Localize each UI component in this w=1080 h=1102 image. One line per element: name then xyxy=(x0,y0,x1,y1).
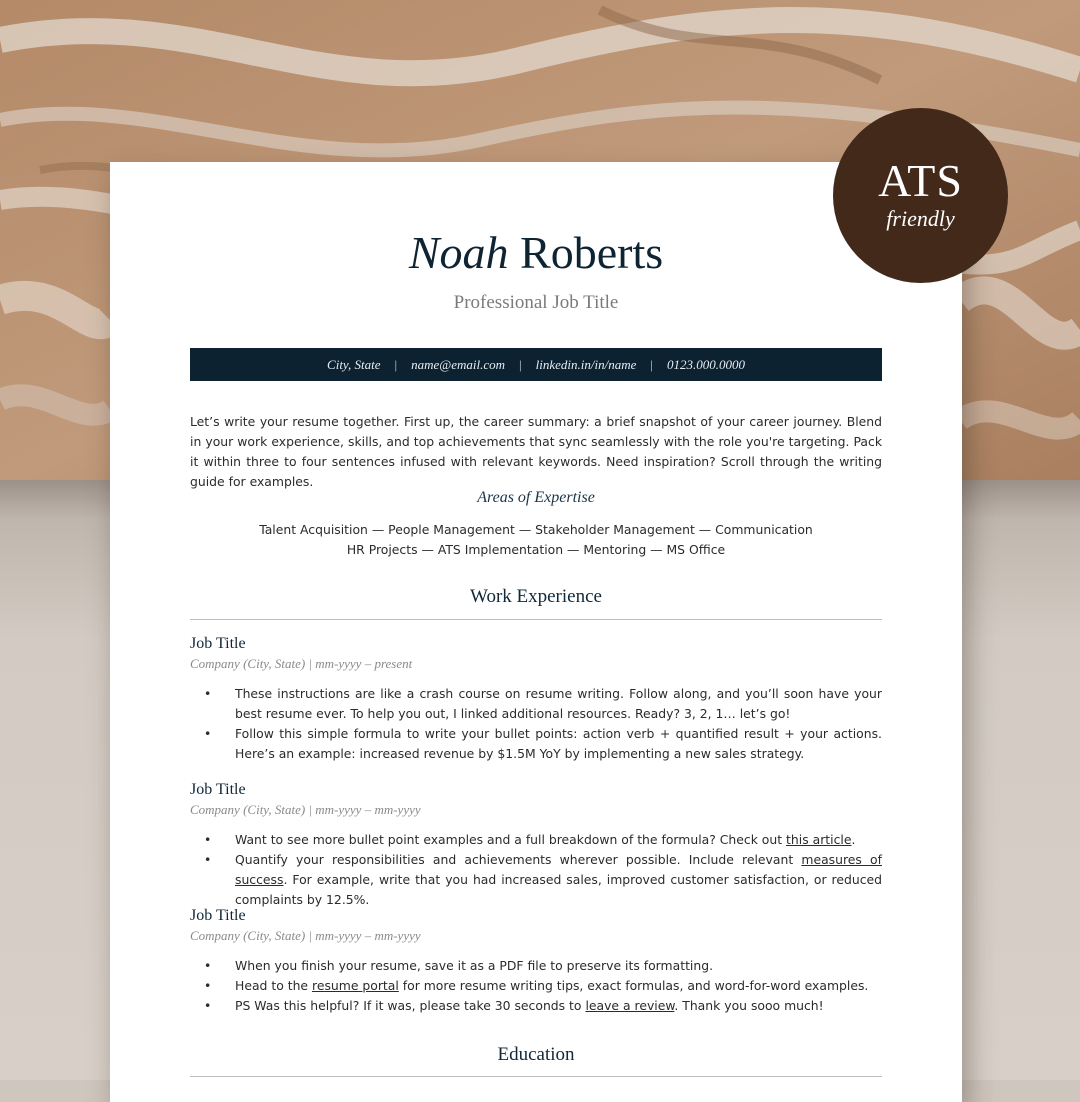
contact-linkedin[interactable]: linkedin.in/in/name xyxy=(535,356,637,372)
bullet-item xyxy=(190,996,882,1016)
bullet-text: for more resume writing tips, exact formulas, and word-for-word examples. xyxy=(398,978,869,993)
job-title: Job Title xyxy=(190,781,246,798)
contact-separator: | xyxy=(519,356,522,372)
bullet-item xyxy=(190,724,882,764)
bullet-item xyxy=(190,956,882,976)
resume-page xyxy=(110,162,962,1102)
section-divider xyxy=(190,1076,882,1077)
bullet-text: Want to see more bullet point examples and a full breakdown of the formula? Check out xyxy=(235,832,787,847)
candidate-name xyxy=(110,228,962,279)
contact-separator: | xyxy=(650,356,653,372)
bullet-dot: • xyxy=(204,978,212,993)
bullet-dot: • xyxy=(204,686,212,701)
job-bullets xyxy=(190,830,882,910)
job-entry xyxy=(190,780,882,910)
bullet-text: PS Was this helpful? If it was, please take 30 seconds to xyxy=(235,998,586,1013)
bullet-text: . For example, write that you had increased sales, improved customer satisfaction, or reduced complaints by 12.5%. xyxy=(235,872,882,907)
bullet-text: Quantify your responsibilities and achievements wherever possible. Include relevant xyxy=(235,852,802,867)
first-name: Noah xyxy=(408,227,509,278)
contact-location: City, State xyxy=(327,356,381,372)
bullet-text: Follow this simple formula to write your bullet points: action verb + quantified result + your actions. Here’s an example: increased revenue by $1.5M YoY by implementing a new sales strategy. xyxy=(235,726,882,761)
ats-friendly-badge xyxy=(833,108,1008,283)
expertise-line: Talent Acquisition — People Management — Stakeholder Management — Communication xyxy=(259,522,813,537)
this-article-link[interactable]: this article xyxy=(786,832,852,847)
job-bullets xyxy=(190,956,882,1016)
expertise-list xyxy=(110,520,962,560)
contact-bar xyxy=(190,348,882,381)
expertise-heading: Areas of Expertise xyxy=(477,489,595,506)
contact-phone: 0123.000.0000 xyxy=(666,356,745,372)
bullet-dot: • xyxy=(204,832,212,847)
bullet-dot: • xyxy=(204,998,212,1013)
bullet-text: When you finish your resume, save it as a PDF file to preserve its formatting. xyxy=(235,958,714,973)
professional-title: Professional Job Title xyxy=(453,292,619,313)
section-divider xyxy=(190,619,882,620)
career-summary: Let’s write your resume together. First up, the career summary: a brief snapshot of your career journey. Blend in your work experience, skills, and top achievements that sync seamlessly with the role you're targeting. Pack it within three to four sentences infused with relevant keywords. Need inspiration? Scroll through the writing guide for examples. xyxy=(190,414,882,489)
measures-of-success-link[interactable]: measures of success xyxy=(235,852,882,887)
job-entry xyxy=(190,906,882,1016)
leave-a-review-link[interactable]: leave a review xyxy=(585,998,675,1013)
education-heading: Education xyxy=(497,1044,575,1065)
bullet-dot: • xyxy=(204,726,212,741)
badge-friendly-text: friendly xyxy=(886,206,955,231)
job-entry xyxy=(190,634,882,764)
bullet-item xyxy=(190,684,882,724)
bullet-text: . xyxy=(851,832,856,847)
expertise-line: HR Projects — ATS Implementation — Mentoring — MS Office xyxy=(346,542,726,557)
badge-ats-text: ATS xyxy=(878,155,963,206)
bullet-text: These instructions are like a crash course on resume writing. Follow along, and you’ll soon have your best resume ever. To help you out, I linked additional resources. Ready? 3, 2, 1… let’s go! xyxy=(235,686,882,721)
job-title: Job Title xyxy=(190,635,246,652)
contact-email[interactable]: name@email.com xyxy=(411,356,506,372)
job-company-dates: Company (City, State) | mm-yyyy – mm-yyyy xyxy=(190,928,421,943)
last-name: Roberts xyxy=(520,227,664,278)
bullet-text: . Thank you sooo much! xyxy=(674,998,824,1013)
job-company-dates: Company (City, State) | mm-yyyy – present xyxy=(190,656,413,671)
bullet-item xyxy=(190,850,882,910)
bullet-text: Head to the xyxy=(235,978,312,993)
job-bullets xyxy=(190,684,882,764)
resume-portal-link[interactable]: resume portal xyxy=(312,978,399,993)
bullet-item xyxy=(190,830,882,850)
job-company-dates: Company (City, State) | mm-yyyy – mm-yyyy xyxy=(190,802,421,817)
job-title: Job Title xyxy=(190,907,246,924)
contact-separator: | xyxy=(394,356,398,372)
bullet-item xyxy=(190,976,882,996)
work-experience-heading: Work Experience xyxy=(470,586,602,607)
bullet-dot: • xyxy=(204,852,212,867)
bullet-dot: • xyxy=(204,958,212,973)
